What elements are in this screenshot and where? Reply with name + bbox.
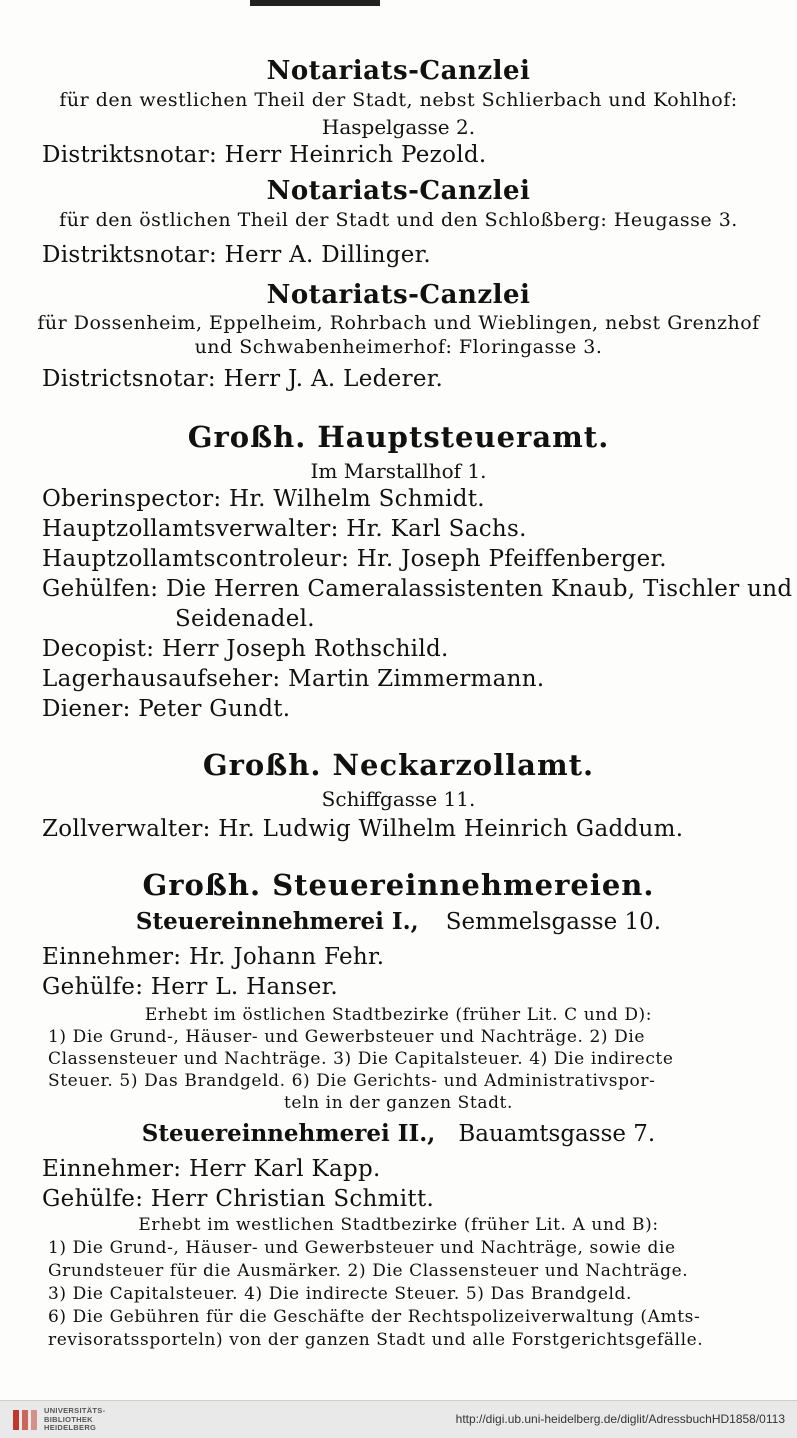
office-2-scope-line: revisoratssporteln) von der ganzen Stadt und alle Forstgerichtsgefälle. <box>48 1330 704 1350</box>
neckarzollamt-title: Großh. Neckarzollamt. <box>202 748 595 782</box>
hauptsteueramt-title: Großh. Hauptsteueramt. <box>187 420 610 454</box>
hauptsteueramt-line: Lagerhausaufseher: Martin Zimmermann. <box>42 666 545 692</box>
neckarzollamt-address: Schiffgasse 11. <box>321 787 476 811</box>
footer-bar <box>0 1400 797 1438</box>
hauptsteueramt-address: Im Marstallhof 1. <box>310 459 487 483</box>
logo-line: BIBLIOTHEK <box>44 1414 93 1424</box>
hauptsteueramt-line: Diener: Peter Gundt. <box>42 696 291 722</box>
office-1-scope-line: Classensteuer und Nachträge. 3) Die Capitalsteuer. 4) Die indirecte <box>48 1049 674 1069</box>
source-url-link[interactable]: http://digi.ub.uni-heidelberg.de/diglit/AdressbuchHD1858/0113 <box>455 1412 785 1426</box>
office-1-scope-line: Steuer. 5) Das Brandgeld. 6) Die Gerichts- und Administrativspor- <box>48 1071 656 1091</box>
office-2-address: Bauamtsgasse 7. <box>458 1121 656 1147</box>
notariat-2-title: Notariats-Canzlei <box>266 176 531 206</box>
logo-line: UNIVERSITÄTS- <box>44 1406 106 1415</box>
logo-line: HEIDELBERG <box>44 1423 97 1432</box>
office-2-scope-line: 3) Die Capitalsteuer. 4) Die indirecte Steuer. 5) Das Brandgeld. <box>48 1284 633 1304</box>
notariat-1-title: Notariats-Canzlei <box>266 56 531 86</box>
hauptsteueramt-line: Seidenadel. <box>175 606 315 632</box>
office-1-assistant: Gehülfe: Herr L. Hanser. <box>42 974 338 1000</box>
office-2-scope-title: Erhebt im westlichen Stadtbezirke (früher Lit. A und B): <box>138 1215 659 1235</box>
hauptsteueramt-line: Gehülfen: Die Herren Cameralassistenten Knaub, Tischler und <box>42 576 793 602</box>
office-2-heading: Steuereinnehmerei II., <box>141 1120 436 1147</box>
university-library-logo-text <box>44 1407 105 1433</box>
hauptsteueramt-line: Oberinspector: Hr. Wilhelm Schmidt. <box>42 486 485 512</box>
office-1-address: Semmelsgasse 10. <box>445 909 662 935</box>
notariat-1-subtitle: für den westlichen Theil der Stadt, nebst Schlierbach und Kohlhof: <box>59 89 738 111</box>
neckarzollamt-line: Zollverwalter: Hr. Ludwig Wilhelm Heinrich Gaddum. <box>42 816 684 842</box>
notariat-1-notary: Distriktsnotar: Herr Heinrich Pezold. <box>42 142 487 168</box>
hauptsteueramt-line: Hauptzollamtsverwalter: Hr. Karl Sachs. <box>42 516 527 542</box>
notariat-1-address: Haspelgasse 2. <box>321 115 476 139</box>
hauptsteueramt-line: Hauptzollamtscontroleur: Hr. Joseph Pfeiffenberger. <box>42 546 667 572</box>
notariat-3-subtitle-line-2: und Schwabenheimerhof: Floringasse 3. <box>194 336 603 358</box>
office-2-scope-line: 6) Die Gebühren für die Geschäfte der Rechtspolizeiverwaltung (Amts- <box>48 1307 701 1327</box>
office-2-heading-row <box>0 1120 797 1148</box>
hauptsteueramt-line: Decopist: Herr Joseph Rothschild. <box>42 636 449 662</box>
notariat-2-subtitle: für den östlichen Theil der Stadt und den Schloßberg: Heugasse 3. <box>59 209 738 231</box>
office-1-collector: Einnehmer: Hr. Johann Fehr. <box>42 944 385 970</box>
office-1-scope-line: 1) Die Grund-, Häuser- und Gewerbsteuer und Nachträge. 2) Die <box>48 1027 646 1047</box>
office-2-scope-line: Grundsteuer für die Ausmärker. 2) Die Classensteuer und Nachträge. <box>48 1261 689 1281</box>
notariat-3-notary: Districtsnotar: Herr J. A. Lederer. <box>42 366 444 392</box>
page-edge-mark <box>250 0 380 6</box>
office-1-heading-row <box>0 908 797 936</box>
notariat-3-title: Notariats-Canzlei <box>266 280 531 310</box>
office-2-collector: Einnehmer: Herr Karl Kapp. <box>42 1156 381 1182</box>
office-1-heading: Steuereinnehmerei I., <box>135 908 419 935</box>
office-2-assistant: Gehülfe: Herr Christian Schmitt. <box>42 1186 435 1212</box>
office-1-scope-title: Erhebt im östlichen Stadtbezirke (früher Lit. C und D): <box>144 1005 653 1025</box>
office-1-scope-line: teln in der ganzen Stadt. <box>283 1093 513 1113</box>
office-2-scope-line: 1) Die Grund-, Häuser- und Gewerbsteuer und Nachträge, sowie die <box>48 1238 676 1258</box>
notariat-3-subtitle-line-1: für Dossenheim, Eppelheim, Rohrbach und Wieblingen, nebst Grenzhof <box>37 312 760 334</box>
university-library-logo-icon <box>12 1407 38 1433</box>
steuereinnehmereien-title: Großh. Steuereinnehmereien. <box>142 868 655 902</box>
notariat-2-notary: Distriktsnotar: Herr A. Dillinger. <box>42 242 432 268</box>
